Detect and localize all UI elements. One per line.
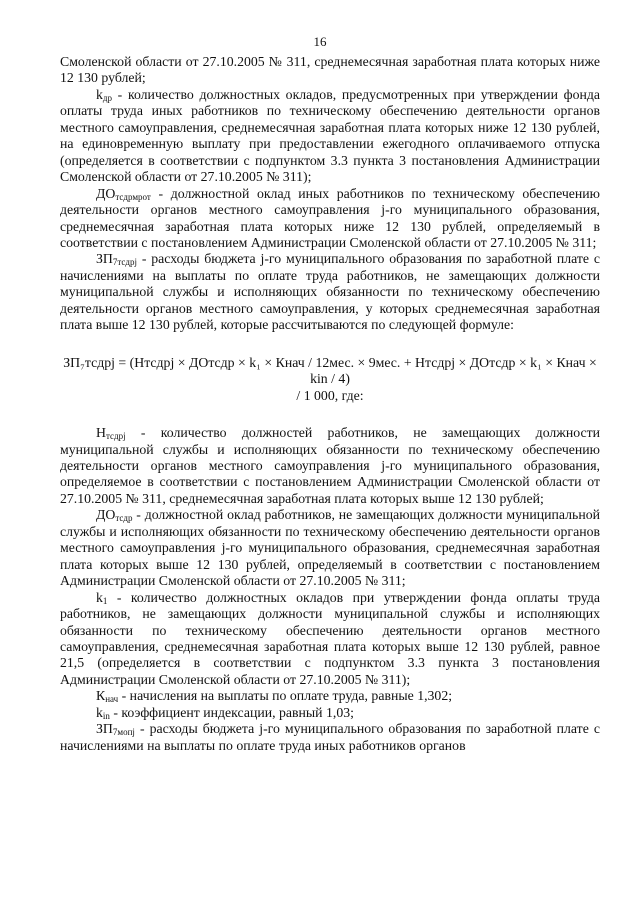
definition-k-in: $k_{in}$ - коэффициент индексации, равный 1,03;	[96, 704, 354, 721]
definition-k1: $k_1$ - количество должностных окладов при утверждении фонда оплаты труда работников, не замещающих должности муниципальной службы и исполняющих обязанности по техническому обеспечению деятельности органов местного самоуправления, среднемесячная заработная плата которых выше 12 130 рублей, равное 21,5 (определяется в соответствии с подпунктом 3.3 пункта 3 постановления Администрации Смоленской области от 27.10.2005 № 311);	[60, 589, 600, 687]
formula-line-2: / 1 000, где:	[296, 387, 364, 403]
definition-zp-7tsdrj: $ЗП_{7тсдрj}$ - расходы бюджета j-го муниципального образования по заработной плате с начислениями на выплаты по оплате труда работников, не замещающих должности муниципальной службы и исполняющих обязанности по техническому обеспечению деятельности органов местного самоуправления, у которых среднемесячная заработная плата выше 12 130 рублей, которые рассчитываются по следующей формуле:	[60, 251, 600, 333]
page-number: 16	[313, 34, 327, 49]
definition-zp-7mopj: $ЗП_{7мопj}$ - расходы бюджета j-го муниципального образования по заработной плате с начислениями на выплаты по оплате труда иных работников органов	[60, 721, 600, 753]
definition-n-tsdrj: $Н_{тсдрj}$ - количество должностей работников, не замещающих должности муниципальной службы и исполняющих обязанности по техническому обеспечению деятельности органов местного самоуправления j-го муниципального образования, определяемое в соответствии с постановлением Администрации Смоленской области от 27.10.2005 № 311, среднемесячная заработная плата которых выше 12 130 рублей;	[60, 425, 600, 506]
document-body	[60, 54, 600, 754]
formula-line-1: ЗП₇тсдрj = (Нтсдрj × ДОтсдр × k₁ × Кнач / 12мес. × 9мес. + Нтсдрj × ДОтсдр × k₁ × Кнач × kin / 4)	[63, 354, 597, 387]
formula	[60, 355, 600, 404]
definition-k-nach: $К_{нач}$ - начисления на выплаты по оплате труда, равные 1,302;	[96, 688, 453, 705]
definition-do-tsdrmrot: $ДО_{тсдрмрот}$ - должностной оклад иных работников по техническому обеспечению деятельности органов местного самоуправления j-го муниципального образования, среднемесячная заработная плата которых ниже 12 130 рублей, определяемый в соответствии с постановлением Администрации Смоленской области от 27.10.2005 № 311;	[60, 185, 600, 250]
definition-do-tsdr: $ДО_{тсдр}$ - должностной оклад работников, не замещающих должности муниципальной службы и исполняющих обязанности по техническому обеспечению деятельности органов местного самоуправления j-го муниципального образования, среднемесячная заработная плата которых выше 12 130 рублей, определяемый в соответствии с постановлением Администрации Смоленской области от 27.10.2005 № 311;	[60, 507, 600, 589]
definition-k-dr: $k_{др}$ - количество должностных окладов, предусмотренных при утверждении фонда оплаты труда иных работников по техническому обеспечению деятельности органов местного самоуправления, среднемесячная заработная плата которых ниже 12 130 рублей, на единовременную выплату при предоставлении ежегодного оплачиваемого отпуска (определяется в соответствии с подпунктом 3.3 пункта 3 постановления Администрации Смоленской области от 27.10.2005 № 311);	[60, 86, 600, 185]
paragraph-continuation: Смоленской области от 27.10.2005 № 311, среднемесячная заработная плата которых ниже 12 130 рублей;	[60, 54, 600, 86]
